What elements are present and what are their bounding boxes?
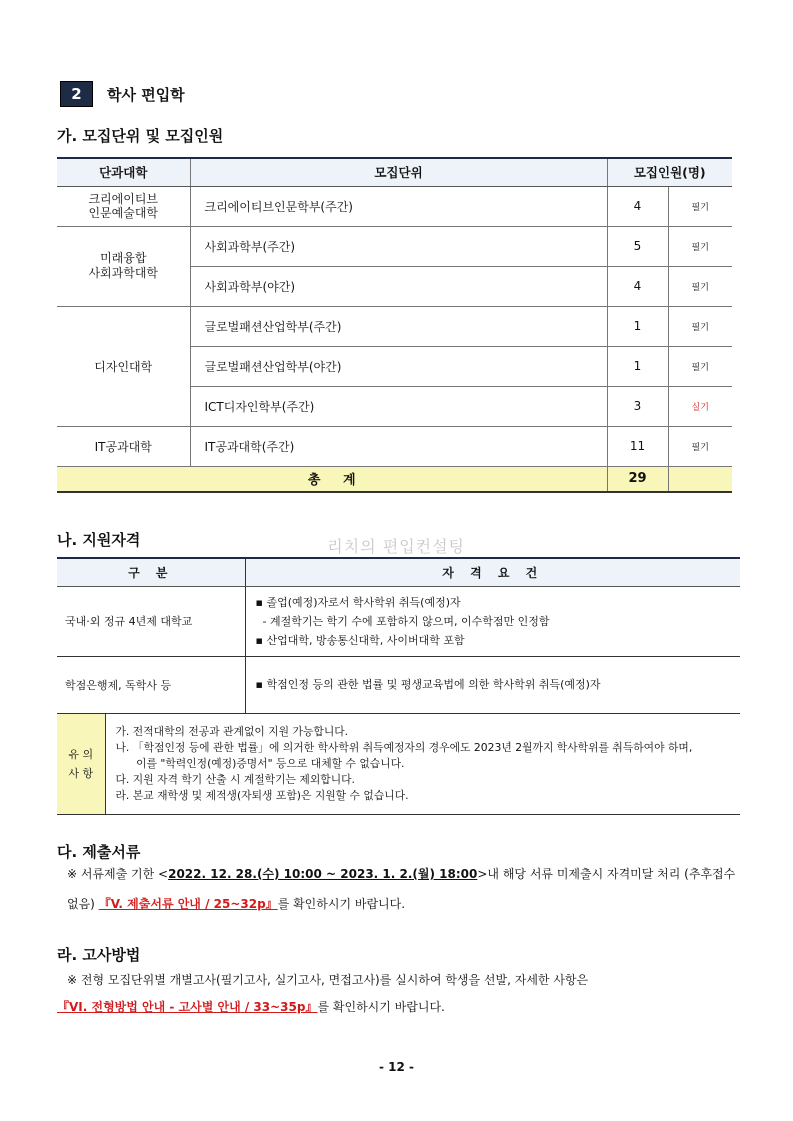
watermark-line1: 리치의 편입컨설팅 <box>327 537 466 556</box>
notes-row <box>57 713 740 814</box>
unit-cell: 글로벌패션산업학부(야간) <box>190 346 607 386</box>
total-label: 총 계 <box>57 466 607 492</box>
table-row <box>57 426 732 466</box>
requirement-line: - 계절학기는 학기 수에 포함하지 않으며, 이수학점만 인정함 <box>255 614 550 628</box>
unit-cell: IT공과대학(주간) <box>190 426 607 466</box>
category-cell: 학점은행제, 독학사 등 <box>57 656 245 713</box>
note-line: 라. 본교 재학생 및 제적생(자퇴생 포함)은 지원할 수 없습니다. <box>115 788 409 802</box>
total-count: 29 <box>607 466 668 492</box>
requirement-line: ▪ 학점인정 등의 관한 법률 및 평생교육법에 의한 학사학위 취득(예정)자 <box>255 678 601 691</box>
section-title: 학사 편입학 <box>107 85 185 104</box>
eligibility-table <box>57 557 740 815</box>
heading-ra: 라. 고사방법 <box>57 946 141 964</box>
unit-cell: 사회과학부(주간) <box>190 226 607 266</box>
exam-type-cell: 실기 <box>668 386 732 426</box>
college-cell: 크리에이티브 인문예술대학 <box>57 186 190 226</box>
header-category: 구 분 <box>57 558 245 586</box>
table-row <box>57 306 732 346</box>
note-line: 이를 "학력인정(예정)증명서" 등으로 대체할 수 없습니다. <box>115 756 405 770</box>
heading-na: 나. 지원자격 <box>57 531 141 549</box>
count-cell: 1 <box>607 306 668 346</box>
category-cell: 국내·외 정규 4년제 대학교 <box>57 586 245 656</box>
submission-post: 를 확인하시기 바랍니다. <box>277 897 406 911</box>
note-line: 다. 지원 자격 학기 산출 시 계절학기는 제외합니다. <box>115 772 355 786</box>
page-number: - 12 - <box>378 1060 414 1074</box>
heading-ga: 가. 모집단위 및 모집인원 <box>57 127 224 145</box>
section-number: 2 <box>60 81 93 107</box>
recruitment-table <box>57 157 732 493</box>
college-cell: 디자인대학 <box>57 306 190 426</box>
unit-cell: 글로벌패션산업학부(주간) <box>190 306 607 346</box>
note-line: 나. 「학점인정 등에 관한 법률」에 의거한 학사학위 취득예정자의 경우에도 2023년 2월까지 학사학위를 취득하여야 하며, <box>115 740 693 754</box>
exam-paragraph-2 <box>57 992 732 1022</box>
submission-mid: >내 해당 서류 미제출시 자격미달 처리 (추후접수 없음) <box>67 867 736 911</box>
count-cell: 3 <box>607 386 668 426</box>
college-cell: 미래융합 사회과학대학 <box>57 226 190 306</box>
requirement-cell <box>245 586 740 656</box>
table-row <box>57 226 732 266</box>
requirement-cell <box>245 656 740 713</box>
note-line: 가. 전적대학의 전공과 관계없이 지원 가능합니다. <box>115 724 349 738</box>
table-row <box>57 586 740 656</box>
count-cell: 5 <box>607 226 668 266</box>
exam-post: 를 확인하시기 바랍니다. <box>317 1000 445 1014</box>
count-cell: 4 <box>607 186 668 226</box>
header-college: 단과대학 <box>57 158 190 186</box>
table-row <box>57 656 740 713</box>
exam-type-cell: 필기 <box>668 186 732 226</box>
exam-reference: 『VI. 전형방법 안내 - 고사별 안내 / 33~35p』 <box>57 1000 318 1014</box>
unit-cell: ICT디자인학부(주간) <box>190 386 607 426</box>
submission-reference: 『V. 제출서류 안내 / 25~32p』 <box>98 897 278 911</box>
exam-paragraph-1: ※ 전형 모집단위별 개별고사(필기고사, 실기고사, 면접고사)를 실시하여 학생을 선발, 자세한 사항은 <box>67 973 589 987</box>
submission-deadline: 2022. 12. 28.(수) 10:00 ~ 2023. 1. 2.(월) 18:00 <box>168 867 478 881</box>
unit-cell: 크리에이티브인문학부(주간) <box>190 186 607 226</box>
count-cell: 1 <box>607 346 668 386</box>
exam-type-cell: 필기 <box>668 226 732 266</box>
notes-label: 유 의 사 항 <box>57 713 105 814</box>
header-unit: 모집단위 <box>190 158 607 186</box>
heading-da: 다. 제출서류 <box>57 843 141 861</box>
requirement-line: ▪ 졸업(예정)자로서 학사학위 취득(예정)자 <box>255 595 461 609</box>
submission-prefix: ※ 서류제출 기한 < <box>67 867 169 881</box>
exam-type-cell: 필기 <box>668 306 732 346</box>
college-cell: IT공과대학 <box>57 426 190 466</box>
count-cell: 11 <box>607 426 668 466</box>
table-row <box>57 186 732 226</box>
unit-cell: 사회과학부(야간) <box>190 266 607 306</box>
count-cell: 4 <box>607 266 668 306</box>
submission-paragraph <box>67 859 742 919</box>
header-requirement: 자 격 요 건 <box>245 558 740 586</box>
requirement-line: ▪ 산업대학, 방송통신대학, 사이버대학 포함 <box>255 633 465 647</box>
header-count: 모집인원(명) <box>607 158 732 186</box>
section-header <box>60 81 185 107</box>
exam-type-cell: 필기 <box>668 426 732 466</box>
exam-type-cell: 필기 <box>668 266 732 306</box>
notes-body <box>105 713 740 814</box>
exam-type-cell: 필기 <box>668 346 732 386</box>
total-row <box>57 466 732 492</box>
